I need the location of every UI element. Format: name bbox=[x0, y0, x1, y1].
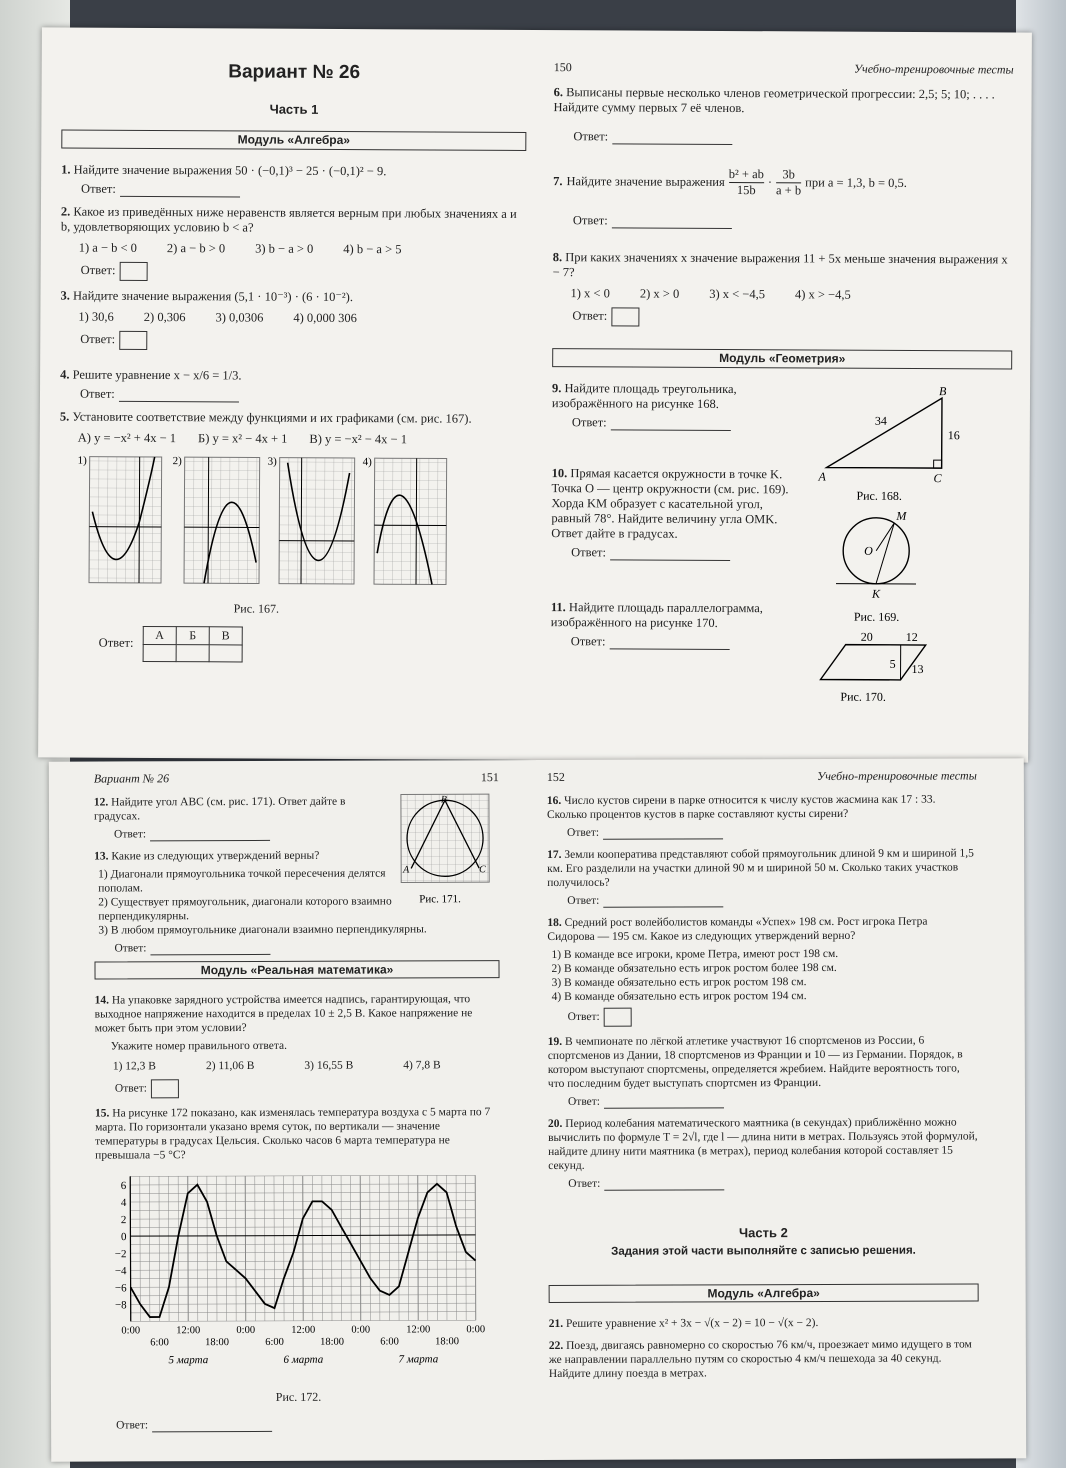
x-tick-label: 12:00 bbox=[176, 1325, 201, 1337]
fraction-denominator: a + b bbox=[775, 183, 802, 198]
option: 1) x < 0 bbox=[570, 286, 610, 301]
figure-caption: Рис. 168. bbox=[856, 488, 902, 503]
graph-1 bbox=[77, 455, 162, 583]
table-head: В bbox=[209, 627, 242, 645]
statement: 2) В команде обязательно есть игрок ростом более 198 см. bbox=[551, 961, 837, 975]
grid-line bbox=[370, 1176, 371, 1321]
task-14 bbox=[95, 992, 500, 1035]
answer-11 bbox=[571, 634, 801, 650]
graph-2 bbox=[172, 455, 260, 583]
answer-12 bbox=[114, 826, 394, 841]
task-number: 20. bbox=[548, 1117, 563, 1130]
task-text: В чемпионате по лёгкой атлетике участвуют 16 спортсменов из России, 6 спортсменов из Дании, 18 спортсменов из Франции и 10 — из Германии. Порядок, в котором выступают спортсмены, определяется жребием. Найдите вероятность того, что последним будет выступать спортсмен из Франции. bbox=[547, 1034, 963, 1090]
answer-cell[interactable] bbox=[143, 644, 176, 661]
answer-box[interactable] bbox=[151, 1079, 179, 1098]
answer-box[interactable] bbox=[604, 1008, 632, 1027]
point-label: K bbox=[871, 586, 881, 601]
answer-1 bbox=[81, 182, 526, 199]
options-3 bbox=[78, 310, 525, 327]
x-tick-label: 6:00 bbox=[150, 1337, 169, 1349]
task-text: Какое из приведённых ниже неравенств является верным при любых значениях a и b, удовлетворяющих условию b < a? bbox=[60, 204, 517, 235]
task-number: 5. bbox=[59, 409, 70, 424]
option: 1) a − b < 0 bbox=[78, 240, 137, 255]
x-tick-label: 18:00 bbox=[435, 1336, 460, 1348]
fraction-2 bbox=[776, 167, 801, 198]
answer-label: Ответ: bbox=[98, 635, 134, 650]
task-number: 19. bbox=[547, 1035, 563, 1048]
sheet-top bbox=[38, 27, 1032, 762]
task-13 bbox=[94, 848, 394, 863]
task-text: Поезд, двигаясь равномерно со скоростью 76 км/ч, проезжает мимо идущего в том же направлении параллельно путям со скоростью 4 км/ч пешехода за 40 секунд. Найдите длину поезда в метрах. bbox=[548, 1338, 972, 1380]
task-16 bbox=[547, 792, 977, 822]
task-1 bbox=[61, 163, 526, 180]
answer-line[interactable] bbox=[609, 636, 729, 650]
task-number: 1. bbox=[61, 162, 71, 177]
module-algebra: Модуль «Алгебра» bbox=[61, 130, 526, 151]
grid-line bbox=[360, 1176, 361, 1321]
variant-title: Вариант № 26 bbox=[228, 61, 361, 84]
point-label: A bbox=[403, 864, 410, 876]
page-header bbox=[547, 768, 977, 784]
grid-line bbox=[207, 1176, 208, 1321]
task-6 bbox=[553, 85, 1013, 117]
answer-label: Ответ: bbox=[567, 894, 600, 907]
fraction-1 bbox=[729, 167, 764, 198]
option: 4) 7,8 В bbox=[403, 1059, 441, 1072]
answer-label: Ответ: bbox=[568, 1177, 601, 1190]
answer-17 bbox=[567, 892, 977, 907]
length-label: 5 bbox=[889, 656, 896, 671]
answer-18 bbox=[568, 1006, 978, 1026]
module-geometry: Модуль «Геометрия» bbox=[552, 348, 1012, 369]
option: 2) 11,06 В bbox=[205, 1059, 255, 1073]
task-text: Решите уравнение x² + 3x − √(x − 2) = 10 − √(x − 2). bbox=[565, 1317, 819, 1330]
graph-label-1: 1) bbox=[77, 454, 87, 467]
day-label: 6 марта bbox=[283, 1353, 324, 1366]
point-label: B bbox=[440, 794, 448, 806]
task-text: На рисунке 172 показано, как изменялась температура воздуха с 5 марта по 7 марта. По горизонтали указано время суток, по вертикали — значение температуры в градусах Цельсия. Сколько часов 6 марта температура не превышала −5 °C? bbox=[95, 1106, 491, 1162]
day-label: 7 марта bbox=[398, 1353, 439, 1366]
grid-line bbox=[284, 1176, 285, 1321]
task-17 bbox=[547, 846, 977, 890]
geometry-text bbox=[551, 381, 802, 650]
grid-line bbox=[236, 1176, 237, 1321]
grid-line bbox=[418, 1175, 419, 1320]
task-number: 4. bbox=[60, 367, 70, 382]
answer-label: Ответ: bbox=[79, 386, 115, 401]
task-10 bbox=[551, 466, 801, 542]
statement: 2) Существует прямоугольник, диагонали которого взаимно перпендикулярны. bbox=[98, 895, 392, 923]
task-text: Средний рост волейболистов команды «Успех» 198 см. Рост игрока Петра Сидорова — 195 см. Какое из следующих утверждений верно? bbox=[547, 915, 928, 943]
task-5 bbox=[60, 410, 525, 427]
answer-9 bbox=[572, 415, 802, 431]
caption-167: Рис. 167. bbox=[233, 601, 280, 616]
task-15 bbox=[95, 1105, 500, 1162]
task-text: Земли кооператива представляют собой прямоугольник длиной 9 км и шириной 1,5 км. Его разделили на участки длиной 90 м и шириной 50 м. Сколько таких участков получилось? bbox=[547, 847, 974, 889]
grid-line bbox=[322, 1176, 323, 1321]
grid-line bbox=[379, 1176, 380, 1321]
answer-13 bbox=[114, 940, 499, 955]
column-top-right bbox=[550, 60, 1013, 713]
task-7 bbox=[553, 166, 1013, 199]
answer-4 bbox=[80, 387, 525, 404]
option: 1) 12,3 В bbox=[112, 1060, 156, 1073]
grid-line bbox=[341, 1176, 342, 1321]
task-text: Какие из следующих утверждений верны? bbox=[111, 849, 320, 863]
answer-line[interactable] bbox=[604, 1177, 724, 1190]
answer-label: Ответ: bbox=[567, 1010, 600, 1024]
answer-cell[interactable] bbox=[209, 645, 242, 662]
answer-label: Ответ: bbox=[81, 181, 116, 196]
task-text: Установите соответствие между функциями и их графиками (см. рис. 167). bbox=[72, 409, 472, 426]
answer-6 bbox=[573, 129, 1013, 146]
temperature-chart bbox=[95, 1165, 496, 1386]
point-label: M bbox=[896, 508, 907, 523]
task-14-sub: Укажите номер правильного ответа. bbox=[110, 1039, 288, 1053]
figure-caption: Рис. 171. bbox=[419, 893, 461, 906]
task-number: 17. bbox=[547, 848, 562, 861]
point-label: C bbox=[479, 864, 486, 876]
option: 3) x < −4,5 bbox=[709, 286, 766, 302]
answer-line[interactable] bbox=[119, 389, 239, 403]
answer-box[interactable] bbox=[611, 307, 639, 326]
grid-line bbox=[466, 1175, 467, 1320]
option: 3) 16,55 В bbox=[304, 1059, 354, 1072]
y-tick-label: −2 bbox=[114, 1248, 127, 1261]
grid-line bbox=[169, 1176, 170, 1321]
grid-line bbox=[456, 1175, 457, 1320]
answer-5 bbox=[99, 626, 524, 664]
answer-label: Ответ: bbox=[572, 308, 608, 323]
task-number: 18. bbox=[547, 916, 562, 929]
answer-16 bbox=[567, 824, 977, 839]
part-title: Часть 1 bbox=[269, 101, 319, 117]
answer-2 bbox=[81, 262, 526, 283]
figure-171 bbox=[399, 792, 499, 907]
grid-line bbox=[178, 1176, 179, 1321]
grid-line bbox=[427, 1175, 428, 1320]
task-number: 3. bbox=[60, 288, 70, 303]
part2-subtitle: Задания этой части выполняйте с записью решения. bbox=[611, 1244, 916, 1258]
answer-line[interactable] bbox=[120, 184, 240, 198]
y-tick-label: 4 bbox=[120, 1197, 127, 1210]
grid-line bbox=[264, 1176, 265, 1321]
answer-label: Ответ: bbox=[572, 213, 608, 228]
graph-4 bbox=[362, 456, 447, 584]
answer-label: Ответ: bbox=[116, 1419, 149, 1432]
column-top-left bbox=[59, 58, 527, 670]
task-text: Число кустов сирени в парке относится к числу кустов жасмина как 17 : 33. Сколько процентов кустов в парке составляют кусты сирени? bbox=[546, 793, 936, 821]
options-8 bbox=[570, 286, 1012, 303]
answer-20 bbox=[568, 1175, 978, 1190]
answer-3 bbox=[80, 331, 525, 352]
answer-8 bbox=[572, 307, 1012, 328]
x-tick-label: 12:00 bbox=[406, 1324, 431, 1336]
answer-label: Ответ: bbox=[80, 331, 116, 347]
answer-line[interactable] bbox=[603, 826, 723, 839]
task-text: Найдите значение выражения 50 · (−0,1)³ − 25 · (−0,1)² − 9. bbox=[73, 162, 387, 179]
length-label: 12 bbox=[905, 629, 918, 645]
length-label: 20 bbox=[860, 629, 873, 644]
task-text: Решите уравнение x − x/6 = 1/3. bbox=[72, 367, 242, 383]
figure-caption: Рис. 169. bbox=[853, 609, 900, 624]
y-tick-label: −8 bbox=[114, 1299, 127, 1312]
column-bottom-left bbox=[94, 770, 501, 1438]
grid-line bbox=[274, 1176, 275, 1321]
answer-19 bbox=[568, 1093, 978, 1108]
answer-cell[interactable] bbox=[176, 645, 209, 662]
x-tick-label: 6:00 bbox=[265, 1336, 284, 1348]
side-label: 34 bbox=[874, 413, 887, 428]
answer-box[interactable] bbox=[119, 331, 147, 350]
answer-line[interactable] bbox=[150, 942, 270, 955]
x-tick-label: 18:00 bbox=[205, 1337, 230, 1349]
option: 2) a − b > 0 bbox=[166, 241, 226, 256]
variant-small: Вариант № 26 bbox=[93, 771, 170, 786]
task-text: При каких значениях x значение выражения 11 + 5x меньше значения выражения x − 7? bbox=[552, 250, 1008, 280]
task-number: 16. bbox=[546, 794, 562, 807]
task-11 bbox=[551, 600, 801, 631]
answer-line[interactable] bbox=[604, 1095, 724, 1108]
geometry-block bbox=[550, 381, 1012, 713]
answer-label: Ответ: bbox=[80, 262, 116, 278]
tasks-12-13-text bbox=[94, 794, 394, 923]
point-label: O bbox=[864, 543, 873, 558]
grid-line bbox=[331, 1176, 332, 1321]
column-bottom-right bbox=[547, 768, 979, 1384]
answer-line[interactable] bbox=[612, 215, 732, 229]
y-tick-label: 6 bbox=[120, 1179, 127, 1192]
page-number: 150 bbox=[553, 60, 572, 75]
option: 1) 30,6 bbox=[78, 309, 114, 324]
task-9 bbox=[552, 381, 802, 412]
answer-15 bbox=[116, 1417, 501, 1432]
y-tick-label: 0 bbox=[120, 1231, 127, 1244]
option: 2) 0,306 bbox=[143, 309, 186, 325]
option: 4) b − a > 5 bbox=[343, 241, 402, 257]
grid-line bbox=[437, 1175, 438, 1320]
statement: 3) В любом прямоугольнике диагонали взаимно перпендикулярны. bbox=[98, 923, 427, 937]
answer-7 bbox=[573, 213, 1013, 230]
task-text: Период колебания математического маятника (в секундах) приближённо можно вычислить по формуле T = 2√l, где l — длина нити в метрах. Пользуясь этой формулой, найдите длину нити маятника (в метрах), период колебания которой составляет 15 секунд. bbox=[548, 1116, 978, 1172]
grid-line bbox=[389, 1176, 390, 1321]
task-number: 10. bbox=[551, 466, 568, 481]
task-number: 21. bbox=[548, 1317, 564, 1330]
grid-line bbox=[312, 1176, 313, 1321]
task-number: 22. bbox=[548, 1339, 564, 1352]
grid-line bbox=[255, 1176, 256, 1321]
option: Б) y = x² − 4x + 1 bbox=[197, 431, 288, 446]
x-tick-label: 0:00 bbox=[351, 1324, 371, 1336]
caption-172: Рис. 172. bbox=[275, 1389, 322, 1404]
y-axis bbox=[130, 1176, 131, 1321]
point-label: A bbox=[818, 469, 826, 484]
answer-label: Ответ: bbox=[573, 129, 609, 144]
grid-line bbox=[149, 1176, 150, 1321]
answer-label: Ответ: bbox=[114, 942, 147, 955]
fraction-numerator: 3b bbox=[776, 167, 801, 183]
statement: 1) Диагонали прямоугольника точкой пересечения делятся пополам. bbox=[98, 867, 386, 895]
page-header bbox=[94, 770, 499, 785]
task-text: Найдите значение выражения bbox=[566, 174, 725, 189]
task-text: На упаковке зарядного устройства имеется надпись, гарантирующая, что выходное напряжение находится в пределах 10 ± 2,5 В. Какое напряжение не может быть при этом условии? bbox=[94, 993, 473, 1035]
dot: · bbox=[767, 175, 773, 190]
option: 4) x > −4,5 bbox=[794, 287, 851, 302]
task-number: 2. bbox=[60, 204, 71, 219]
figure-169-circle bbox=[836, 509, 917, 624]
option: В) y = −x² − 4x − 1 bbox=[309, 431, 408, 447]
x-tick-label: 0:00 bbox=[121, 1325, 141, 1337]
answer-14 bbox=[115, 1078, 500, 1098]
point-label: B bbox=[938, 384, 947, 399]
task-text: Найдите угол ABC (см. рис. 171). Ответ дайте в градусах. bbox=[93, 795, 346, 823]
length-label: 13 bbox=[911, 661, 924, 677]
answer-line[interactable] bbox=[150, 828, 270, 841]
x-tick-label: 6:00 bbox=[380, 1336, 399, 1348]
answer-label: Ответ: bbox=[571, 415, 607, 430]
table-head: А bbox=[143, 626, 176, 644]
task-8 bbox=[553, 250, 1013, 282]
point-label: C bbox=[933, 471, 942, 486]
grid-line bbox=[216, 1176, 217, 1321]
part2-title: Часть 2 bbox=[738, 1225, 788, 1241]
task-number: 11. bbox=[550, 600, 566, 615]
answer-label: Ответ: bbox=[114, 828, 147, 841]
graph-label-2: 2) bbox=[172, 455, 182, 468]
figure-167-graphs bbox=[59, 452, 460, 599]
answer-box[interactable] bbox=[119, 262, 147, 281]
graph-label-4: 4) bbox=[362, 456, 372, 469]
answer-line[interactable] bbox=[610, 547, 730, 561]
grid-line bbox=[293, 1176, 294, 1321]
series-title: Учебно-тренировочные тесты bbox=[817, 768, 977, 784]
task-number: 14. bbox=[94, 994, 110, 1007]
graph-label-3: 3) bbox=[267, 455, 277, 468]
answer-label: Ответ: bbox=[567, 1095, 601, 1108]
answer-line[interactable] bbox=[612, 131, 732, 145]
option: 3) 0,0306 bbox=[215, 310, 264, 325]
y-tick-label: −6 bbox=[114, 1282, 127, 1295]
grid-line bbox=[446, 1175, 447, 1320]
answer-line[interactable] bbox=[603, 894, 723, 907]
task-number: 8. bbox=[552, 250, 563, 265]
answer-line[interactable] bbox=[611, 417, 731, 431]
task-text: Найдите площадь параллелограмма, изображённого на рисунке 170. bbox=[550, 600, 763, 630]
answer-label: Ответ: bbox=[571, 545, 607, 560]
task-20 bbox=[548, 1115, 978, 1173]
figure-168-triangle bbox=[817, 383, 960, 503]
answer-10 bbox=[571, 545, 801, 561]
task-19 bbox=[548, 1033, 978, 1091]
options-5 bbox=[78, 431, 525, 448]
grid-line bbox=[197, 1176, 198, 1321]
task-number: 6. bbox=[553, 85, 563, 100]
task-3 bbox=[60, 289, 525, 306]
task-text: Найдите значение выражения (5,1 · 10⁻³) · (6 · 10⁻²). bbox=[72, 288, 354, 305]
task-22 bbox=[549, 1337, 979, 1381]
day-label: 5 марта bbox=[168, 1354, 209, 1367]
y-tick-label: 2 bbox=[120, 1214, 127, 1227]
geometry-figures bbox=[815, 382, 997, 713]
task-text-after: при a = 1,3, b = 0,5. bbox=[805, 175, 907, 190]
grid-line bbox=[188, 1176, 189, 1321]
answer-label: Ответ: bbox=[114, 1082, 147, 1095]
zero-line bbox=[130, 1235, 475, 1236]
task-text: Выписаны первые несколько членов геометрической прогрессии: 2,5; 5; 10; . . . . Найдите сумму первых 7 её членов. bbox=[553, 85, 995, 116]
task-text: Прямая касается окружности в точке K. Точка O — центр окружности (см. рис. 169). Хорда KM образует с касательной угол, равный 78°. Найдите величину угла OMK. Ответ дайте в градусах. bbox=[551, 466, 789, 541]
task-number: 7. bbox=[553, 174, 563, 189]
option: 3) b − a > 0 bbox=[255, 241, 314, 256]
option: 4) 0,000 306 bbox=[293, 310, 357, 326]
page-number: 151 bbox=[480, 770, 499, 785]
task-number: 15. bbox=[94, 1107, 110, 1120]
sheet-bottom bbox=[49, 758, 1026, 1461]
grid-line bbox=[159, 1176, 160, 1321]
task-number: 13. bbox=[94, 850, 109, 863]
task-number: 9. bbox=[551, 381, 562, 396]
task-number: 12. bbox=[93, 796, 109, 809]
answer-table bbox=[143, 626, 243, 663]
task-4 bbox=[60, 368, 525, 385]
module-algebra-2: Модуль «Алгебра» bbox=[549, 1283, 979, 1303]
answer-label: Ответ: bbox=[570, 634, 606, 649]
page-number: 152 bbox=[546, 769, 565, 784]
task-21 bbox=[549, 1315, 979, 1331]
grid-line bbox=[399, 1175, 400, 1320]
table-head: Б bbox=[176, 627, 209, 645]
option: А) y = −x² + 4x − 1 bbox=[77, 430, 177, 446]
side-label: 16 bbox=[947, 428, 960, 443]
fraction-numerator: b² + ab bbox=[728, 167, 764, 182]
answer-label: Ответ: bbox=[567, 826, 600, 839]
series-title: Учебно-тренировочные тесты bbox=[853, 61, 1014, 77]
statement: 4) В команде обязательно есть игрок ростом 194 см. bbox=[551, 990, 807, 1003]
grid-line bbox=[351, 1176, 352, 1321]
grid-line bbox=[408, 1175, 409, 1320]
statement: 1) В команде все игроки, кроме Петра, имеют рост 198 см. bbox=[551, 947, 839, 961]
grid-line bbox=[226, 1176, 227, 1321]
answer-line[interactable] bbox=[152, 1419, 272, 1432]
page-header bbox=[554, 60, 1014, 77]
y-tick-label: −4 bbox=[114, 1265, 127, 1278]
x-tick-label: 12:00 bbox=[291, 1324, 316, 1336]
module-real-math: Модуль «Реальная математика» bbox=[94, 960, 499, 979]
fraction-denominator: 15b bbox=[736, 183, 756, 198]
task-text: Найдите площадь треугольника, изображённого на рисунке 168. bbox=[551, 381, 737, 411]
grid-line bbox=[140, 1176, 141, 1321]
grid-line bbox=[245, 1176, 246, 1321]
task-18 bbox=[547, 914, 977, 944]
figure-170-parallelogram bbox=[820, 629, 925, 704]
x-tick-label: 0:00 bbox=[466, 1324, 486, 1336]
option: 2) x > 0 bbox=[639, 286, 680, 301]
options-14 bbox=[113, 1058, 500, 1073]
grid-line bbox=[303, 1176, 304, 1321]
x-tick-label: 18:00 bbox=[320, 1336, 345, 1348]
task-2 bbox=[61, 205, 526, 237]
grid-line bbox=[475, 1175, 476, 1320]
task-12 bbox=[94, 794, 394, 823]
graph-3 bbox=[267, 456, 355, 584]
statement: 3) В команде обязательно есть игрок ростом 198 см. bbox=[551, 976, 807, 989]
x-tick-label: 0:00 bbox=[236, 1324, 256, 1337]
figure-caption: Рис. 170. bbox=[840, 689, 886, 704]
tasks-12-13 bbox=[94, 794, 499, 923]
options-2 bbox=[79, 241, 526, 258]
